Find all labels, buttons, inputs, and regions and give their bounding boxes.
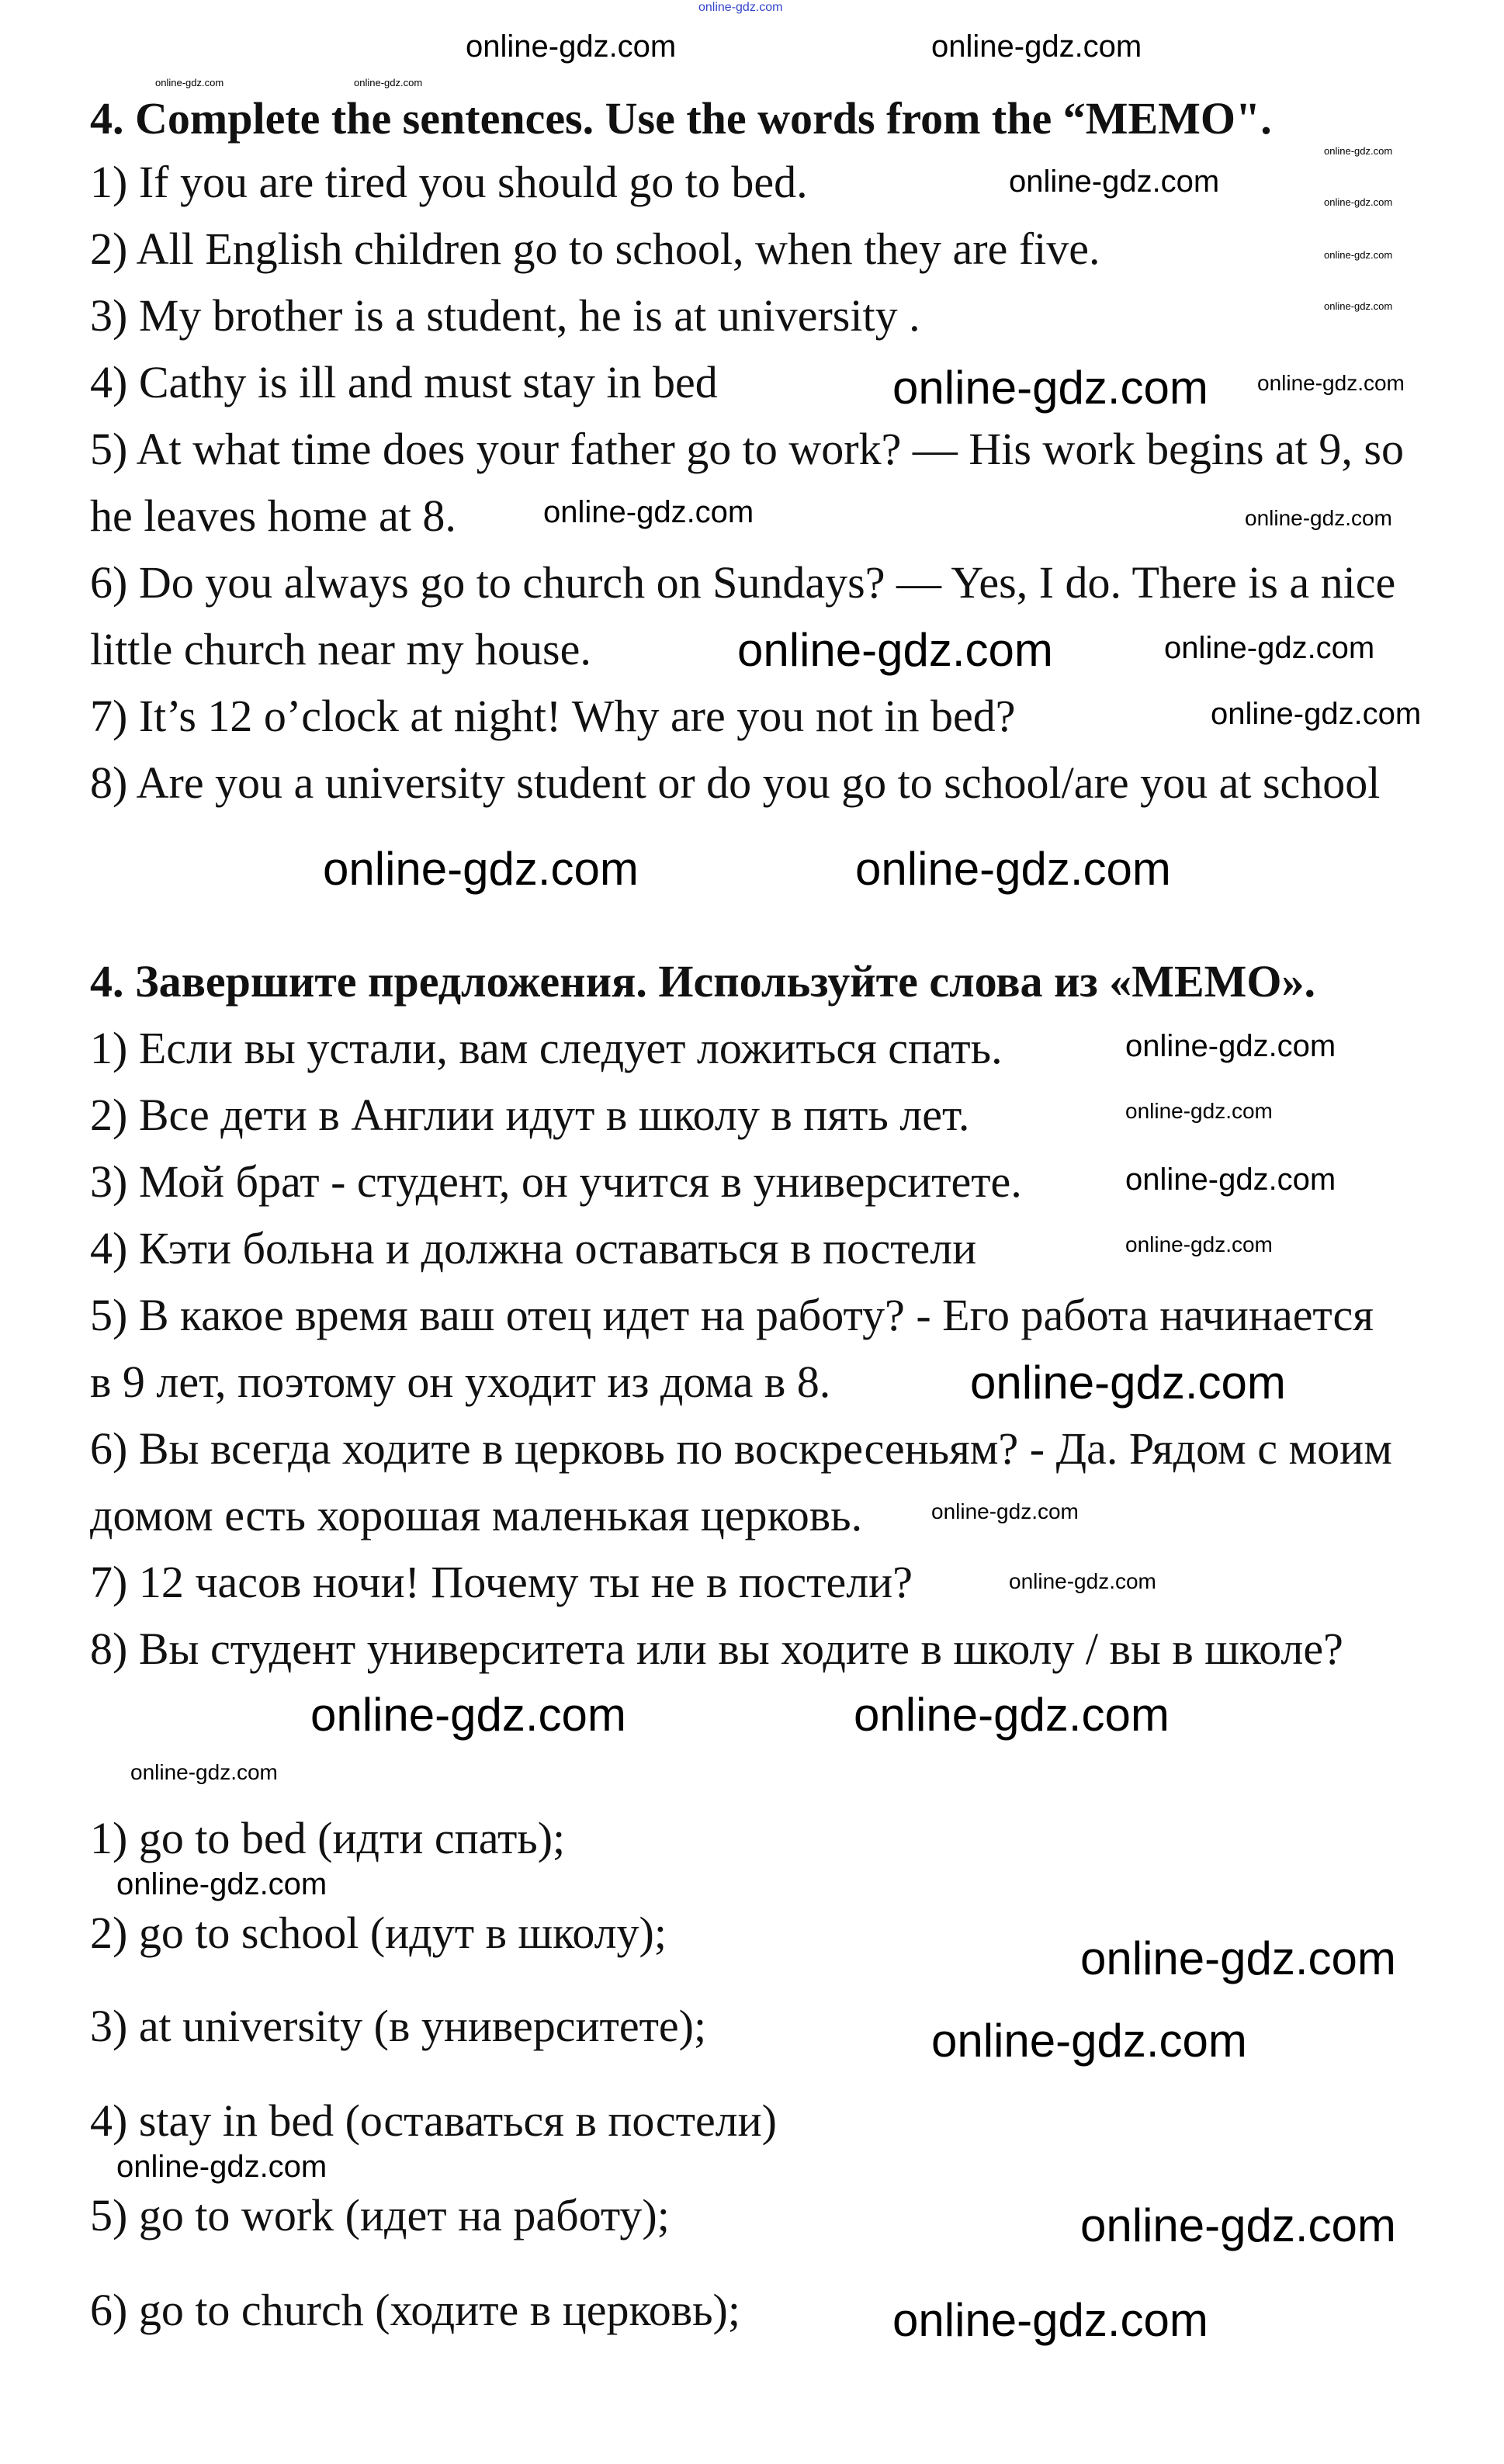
watermark: online-gdz.com <box>1324 196 1393 208</box>
russian-line: 1) Если вы устали, вам следует ложиться спать. <box>90 1023 1003 1073</box>
watermark: online-gdz.com <box>1324 145 1393 157</box>
memo-item: 2) go to school (идут в школу); <box>90 1908 667 1958</box>
russian-line: 3) Мой брат - студент, он учится в университете. <box>90 1156 1022 1207</box>
watermark: online-gdz.com <box>737 624 1053 676</box>
russian-line: 7) 12 часов ночи! Почему ты не в постели? <box>90 1557 913 1607</box>
watermark: online-gdz.com <box>466 29 677 64</box>
russian-line: домом есть хорошая маленькая церковь. <box>90 1490 863 1540</box>
russian-heading: 4. Завершите предложения. Используйте слова из «МЕМО». <box>90 956 1316 1007</box>
english-line: he leaves home at 8. <box>90 490 456 541</box>
watermark: online-gdz.com <box>970 1357 1286 1409</box>
russian-line: 4) Кэти больна и должна оставаться в постели <box>90 1223 977 1274</box>
memo-item: 3) at university (в университете); <box>90 2001 707 2051</box>
english-line: 6) Do you always go to church on Sundays? — Yes, I do. There is a nice <box>90 557 1396 608</box>
watermark: online-gdz.com <box>1324 249 1393 261</box>
watermark: online-gdz.com <box>1257 371 1405 395</box>
memo-item: 5) go to work (идет на работу); <box>90 2190 670 2240</box>
watermark: online-gdz.com <box>892 362 1208 414</box>
watermark: online-gdz.com <box>323 843 639 895</box>
watermark: online-gdz.com <box>130 1760 278 1784</box>
watermark: online-gdz.com <box>543 495 754 529</box>
english-line: 4) Cathy is ill and must stay in bed <box>90 357 718 407</box>
english-line: 5) At what time does your father go to work? — His work begins at 9, so <box>90 424 1404 474</box>
watermark: online-gdz.com <box>354 77 423 88</box>
watermark: online-gdz.com <box>855 843 1171 895</box>
watermark: online-gdz.com <box>1009 1569 1156 1593</box>
watermark: online-gdz.com <box>1125 1099 1273 1123</box>
english-line: 3) My brother is a student, he is at university . <box>90 290 920 341</box>
watermark: online-gdz.com <box>1080 2199 1396 2251</box>
watermark: online-gdz.com <box>1080 1932 1396 1984</box>
russian-line: 8) Вы студент университета или вы ходите в школу / вы в школе? <box>90 1624 1343 1674</box>
watermark: online-gdz.com <box>1125 1029 1336 1063</box>
watermark: online-gdz.com <box>1009 165 1220 199</box>
english-line: 2) All English children go to school, when they are five. <box>90 224 1100 274</box>
watermark: online-gdz.com <box>310 1689 626 1741</box>
watermark: online-gdz.com <box>854 1689 1170 1741</box>
watermark: online-gdz.com <box>698 1 783 14</box>
english-line: 8) Are you a university student or do you go to school/are you at school <box>90 757 1381 808</box>
memo-item: 1) go to bed (идти спать); <box>90 1813 566 1863</box>
watermark: online-gdz.com <box>1324 300 1393 312</box>
russian-line: в 9 лет, поэтому он уходит из дома в 8. <box>90 1357 831 1407</box>
memo-item: 6) go to church (ходите в церковь); <box>90 2285 740 2335</box>
russian-line: 2) Все дети в Англии идут в школу в пять лет. <box>90 1090 970 1140</box>
watermark: online-gdz.com <box>116 1867 327 1901</box>
watermark: online-gdz.com <box>931 1499 1079 1523</box>
watermark: online-gdz.com <box>1164 631 1375 665</box>
watermark: online-gdz.com <box>892 2294 1208 2346</box>
watermark: online-gdz.com <box>1245 506 1392 530</box>
watermark: online-gdz.com <box>1211 697 1422 731</box>
russian-line: 5) В какое время ваш отец идет на работу? - Его работа начинается <box>90 1290 1374 1340</box>
english-line: 1) If you are tired you should go to bed. <box>90 157 808 207</box>
english-line: little church near my house. <box>90 624 591 674</box>
watermark: online-gdz.com <box>1125 1163 1336 1197</box>
watermark: online-gdz.com <box>116 2150 327 2184</box>
english-line: 7) It’s 12 o’clock at night! Why are you not in bed? <box>90 691 1016 741</box>
watermark: online-gdz.com <box>931 2015 1247 2067</box>
watermark: online-gdz.com <box>1125 1232 1273 1256</box>
watermark: online-gdz.com <box>155 77 224 88</box>
english-heading: 4. Complete the sentences. Use the words from the “MEMO". <box>90 93 1272 144</box>
watermark: online-gdz.com <box>931 29 1142 64</box>
russian-line: 6) Вы всегда ходите в церковь по воскресеньям? - Да. Рядом с моим <box>90 1423 1392 1474</box>
memo-item: 4) stay in bed (оставаться в постели) <box>90 2095 777 2146</box>
